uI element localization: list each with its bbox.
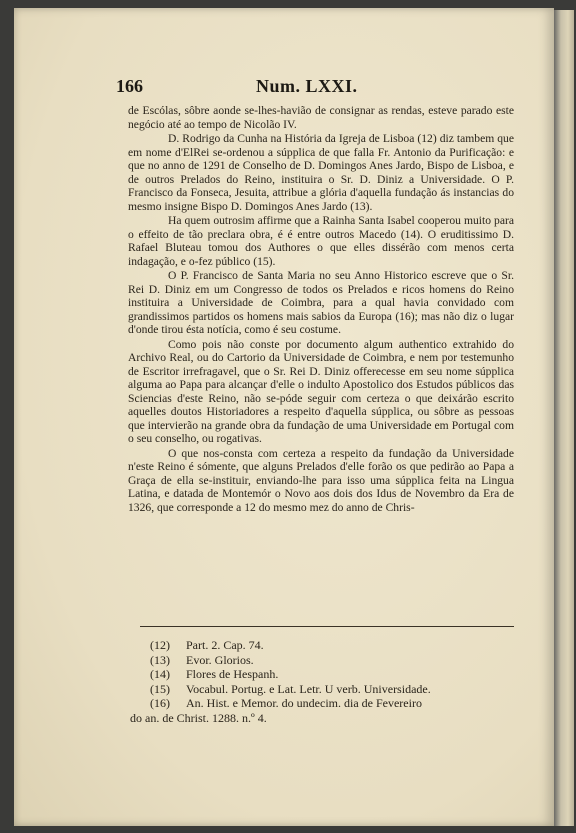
footnote-13	[150, 653, 520, 668]
paragraph-2: D. Rodrigo da Cunha na História da Igreja de Lisboa (12) diz tambem que em nome d'ElRei se-ordenou a súpplica de que falla Fr. Antonio da Purificação: e que no anno de 1291 de Conselho de D. Domingos Anes Jardo, Bispo de Lisboa, e de outros Prelados do Reino, instituira o Sr. D. Diniz a Universidade. O P. Francisco da Fonseca, Jesuita, attribue a glória d'aquella fundação ás instancias do mesmo insigne Bispo D. Domingos Anes Jardo (13).	[128, 132, 514, 213]
footnote-15	[150, 682, 520, 697]
footnote-text: Vocabul. Portug. e Lat. Letr. U verb. Universidade.	[186, 681, 431, 696]
footnotes	[130, 638, 520, 725]
footnote-ref: (15)	[150, 681, 170, 696]
footnote-rule	[140, 626, 514, 627]
paragraph-1: de Escólas, sôbre aonde se-lhes-havião de consignar as rendas, esteve parado este negócio até ao tempo de Nicolão IV.	[128, 104, 514, 131]
paragraph-5: Como pois não conste por documento algum authentico extrahido do Archivo Real, ou do Cartorio da Universidade de Coimbra, e nem por testemunho de Escritor irrefragavel, que o Sr. Rei D. Diniz offerecesse em seu nome súpplica alguma ao Papa para alcançar d'elle o indulto Apostolico dos Estudos públicos das Sciencias d'este Reino, não se-póde seguir com certeza o que deixárão escrito aquelles doutos Historiadores a respeito d'aquella súpplica, ou sôbre as pessoas que intervierão na grande obra da fundação de uma Universidade em Portugal com o seu conselho, ou rogativas.	[128, 337, 514, 445]
footnote-text: Flores de Hespanh.	[186, 667, 279, 681]
paragraph-4: O P. Francisco de Santa Maria no seu Anno Historico escreve que o Sr. Rei D. Diniz em um Congresso de todos os Prelados e ricos homens do Reino instituira a Universidade de Coimbra, para a qual havia convidado com grandissimos partidos os homens mais sabios da Europa (16); mas não diz o lugar d'onde tirou ésta notícia, como é seu costume.	[128, 269, 514, 336]
footnote-text: Part. 2. Cap. 74.	[186, 638, 264, 652]
footnote-text: An. Hist. e Memor. do undecim. dia de Fevereiro	[186, 696, 422, 710]
footnote-14	[150, 667, 520, 682]
footnote-ref: (14)	[150, 667, 170, 681]
footnote-16-continuation: do an. de Christ. 1288. n.º 4.	[130, 710, 267, 725]
facing-page-edge	[554, 10, 574, 826]
page-number: 166	[116, 76, 143, 96]
body-text	[128, 104, 514, 515]
running-header	[116, 76, 516, 98]
footnote-ref: (13)	[150, 652, 170, 667]
header-title: Num. LXXI.	[256, 76, 358, 96]
footnote-ref: (16)	[150, 696, 170, 710]
footnote-16	[150, 696, 520, 711]
paragraph-6: O que nos-consta com certeza a respeito da fundação da Universidade n'este Reino é sómente, que alguns Prelados d'elle forão os que pedirão ao Papa a Graça de ella se-instituir, enviando-lhe para isso uma súpplica feita na Lingua Latina, e datada de Montemór o Novo aos dois dos Idus de Novembro da Era de 1326, que corresponde a 12 do mesmo mez do anno de Chris-	[128, 446, 514, 514]
footnote-ref: (12)	[150, 638, 170, 652]
footnote-text: Evor. Glorios.	[186, 652, 254, 667]
footnote-12	[150, 638, 520, 653]
paragraph-3: Ha quem outrosim affirme que a Rainha Santa Isabel cooperou muito para o effeito de tão preclara obra, é é entre outros Macedo (14). O eruditissimo D. Rafael Bluteau tomou dos Authores o que elles dissérão com menos certa indagação, e o-fez público (15).	[128, 214, 514, 268]
